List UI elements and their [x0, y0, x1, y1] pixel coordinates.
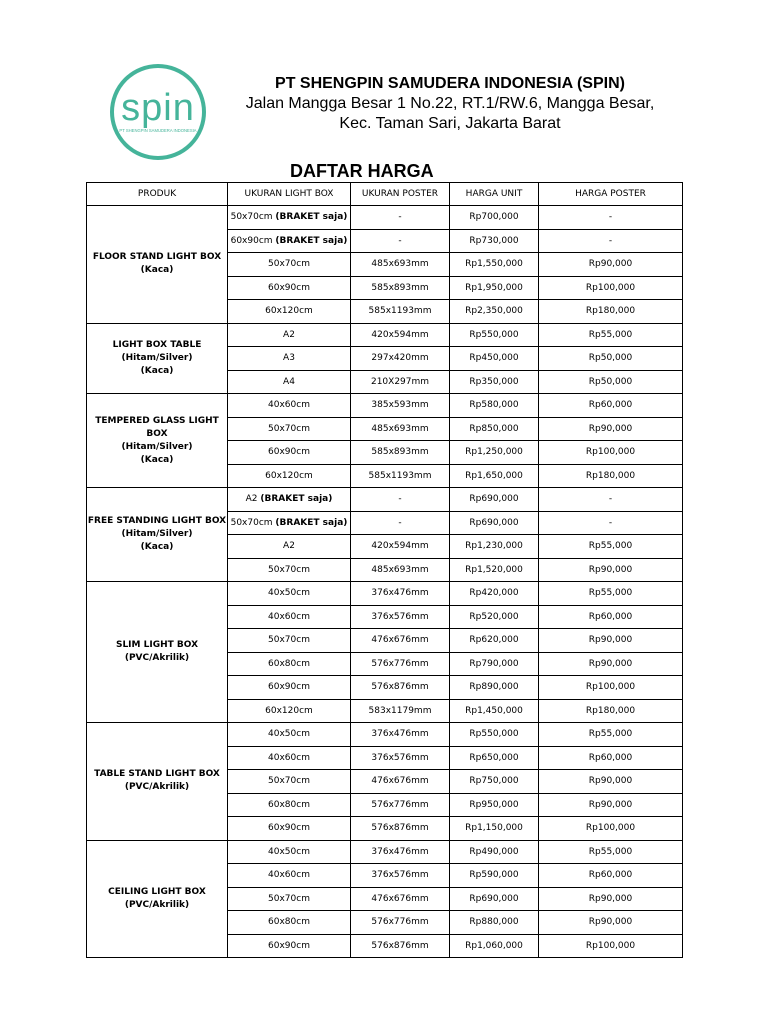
- poster-price-cell: -: [539, 488, 683, 512]
- svg-text:spin: spin: [121, 87, 195, 129]
- page-title: DAFTAR HARGA: [290, 161, 434, 181]
- poster-size-cell: 576x776mm: [351, 652, 450, 676]
- light-box-size: 60x90cm: [268, 940, 310, 951]
- table-row: [87, 488, 683, 512]
- company-address-line1: Jalan Mangga Besar 1 No.22, RT.1/RW.6, Mangga Besar,: [245, 95, 655, 112]
- product-name: TEMPERED GLASS LIGHT BOX: [95, 415, 219, 439]
- unit-price-cell: Rp850,000: [450, 417, 539, 441]
- poster-size-cell: 420x594mm: [351, 535, 450, 559]
- light-box-size: 60x90cm: [268, 447, 310, 458]
- light-box-size: 40x60cm: [268, 611, 310, 622]
- poster-size-cell: 585x893mm: [351, 441, 450, 465]
- unit-price-cell: Rp420,000: [450, 582, 539, 606]
- product-cell: [87, 582, 228, 723]
- poster-price-cell: Rp100,000: [539, 676, 683, 700]
- table-body: [87, 206, 683, 958]
- poster-size-cell: 576x876mm: [351, 817, 450, 841]
- light-box-size: 40x60cm: [268, 400, 310, 411]
- poster-size-cell: 485x693mm: [351, 253, 450, 277]
- light-box-size: 50x70cm: [268, 776, 310, 787]
- light-box-size-cell: [228, 488, 351, 512]
- light-box-size-cell: [228, 676, 351, 700]
- poster-size-cell: 376x576mm: [351, 605, 450, 629]
- light-box-size-cell: [228, 887, 351, 911]
- light-box-size: 50x70cm: [268, 423, 310, 434]
- product-name: TABLE STAND LIGHT BOX: [94, 769, 220, 780]
- bracket-note: (BRAKET saja): [275, 517, 348, 528]
- light-box-size-cell: [228, 934, 351, 958]
- light-box-size: 50x70cm: [268, 564, 310, 575]
- unit-price-cell: Rp690,000: [450, 887, 539, 911]
- unit-price-cell: Rp550,000: [450, 723, 539, 747]
- light-box-size: 60x120cm: [265, 705, 313, 716]
- poster-price-cell: Rp55,000: [539, 723, 683, 747]
- header-harga-unit: HARGA UNIT: [450, 183, 539, 206]
- light-box-size: 40x50cm: [268, 846, 310, 857]
- poster-price-cell: Rp90,000: [539, 652, 683, 676]
- product-material: (Hitam/Silver) (Kaca): [121, 352, 193, 376]
- unit-price-cell: Rp1,250,000: [450, 441, 539, 465]
- poster-size-cell: -: [351, 229, 450, 253]
- poster-size-cell: 485x693mm: [351, 417, 450, 441]
- light-box-size-cell: [228, 417, 351, 441]
- poster-size-cell: -: [351, 488, 450, 512]
- unit-price-cell: Rp490,000: [450, 840, 539, 864]
- poster-price-cell: -: [539, 511, 683, 535]
- poster-price-cell: Rp90,000: [539, 911, 683, 935]
- light-box-size-cell: [228, 229, 351, 253]
- light-box-size-cell: [228, 629, 351, 653]
- unit-price-cell: Rp520,000: [450, 605, 539, 629]
- bracket-note: (BRAKET saja): [275, 212, 348, 223]
- light-box-size-cell: [228, 347, 351, 371]
- light-box-size-cell: [228, 864, 351, 888]
- poster-price-cell: Rp90,000: [539, 793, 683, 817]
- poster-size-cell: 585x1193mm: [351, 300, 450, 324]
- light-box-size: 60x90cm: [268, 823, 310, 834]
- unit-price-cell: Rp730,000: [450, 229, 539, 253]
- poster-price-cell: Rp90,000: [539, 770, 683, 794]
- poster-price-cell: Rp55,000: [539, 840, 683, 864]
- light-box-size-cell: [228, 770, 351, 794]
- table-row: [87, 582, 683, 606]
- unit-price-cell: Rp580,000: [450, 394, 539, 418]
- poster-price-cell: Rp100,000: [539, 276, 683, 300]
- unit-price-cell: Rp690,000: [450, 488, 539, 512]
- product-material: (Hitam/Silver) (Kaca): [121, 441, 193, 465]
- light-box-size-cell: [228, 582, 351, 606]
- poster-price-cell: Rp60,000: [539, 605, 683, 629]
- light-box-size-cell: [228, 558, 351, 582]
- unit-price-cell: Rp750,000: [450, 770, 539, 794]
- light-box-size: 40x60cm: [268, 870, 310, 881]
- light-box-size-cell: [228, 699, 351, 723]
- poster-size-cell: 420x594mm: [351, 323, 450, 347]
- poster-price-cell: Rp55,000: [539, 323, 683, 347]
- unit-price-cell: Rp790,000: [450, 652, 539, 676]
- poster-size-cell: 476x676mm: [351, 770, 450, 794]
- spin-logo-icon: [106, 64, 210, 160]
- poster-size-cell: 576x876mm: [351, 676, 450, 700]
- light-box-size-cell: [228, 723, 351, 747]
- unit-price-cell: Rp1,450,000: [450, 699, 539, 723]
- product-material: (Hitam/Silver) (Kaca): [121, 529, 193, 552]
- poster-size-cell: 376x576mm: [351, 864, 450, 888]
- price-table: [86, 182, 683, 958]
- poster-size-cell: 485x693mm: [351, 558, 450, 582]
- light-box-size: 60x90cm: [268, 282, 310, 293]
- light-box-size: 60x120cm: [265, 306, 313, 317]
- light-box-size: 40x60cm: [268, 752, 310, 763]
- table-header-row: [87, 183, 683, 206]
- unit-price-cell: Rp1,950,000: [450, 276, 539, 300]
- light-box-size-cell: [228, 911, 351, 935]
- light-box-size-cell: [228, 253, 351, 277]
- poster-price-cell: Rp90,000: [539, 629, 683, 653]
- poster-size-cell: 476x676mm: [351, 629, 450, 653]
- light-box-size-cell: [228, 817, 351, 841]
- product-material: (PVC/Akrilik): [124, 899, 190, 910]
- bracket-note: (BRAKET saja): [275, 235, 348, 246]
- svg-text:PT SHENGPIN SAMUDERA INDONESIA: PT SHENGPIN SAMUDERA INDONESIA: [119, 128, 197, 133]
- poster-price-cell: -: [539, 229, 683, 253]
- light-box-size: 40x50cm: [268, 588, 310, 599]
- poster-price-cell: Rp50,000: [539, 347, 683, 371]
- poster-size-cell: 585x893mm: [351, 276, 450, 300]
- company-address-line2: Kec. Taman Sari, Jakarta Barat: [339, 115, 561, 132]
- unit-price-cell: Rp1,520,000: [450, 558, 539, 582]
- light-box-size: 60x80cm: [268, 799, 310, 810]
- poster-price-cell: Rp100,000: [539, 817, 683, 841]
- header-harga-poster: HARGA POSTER: [539, 183, 683, 206]
- product-cell: [87, 323, 228, 394]
- light-box-size: A3: [283, 353, 295, 364]
- product-cell: [87, 394, 228, 488]
- unit-price-cell: Rp620,000: [450, 629, 539, 653]
- product-name: LIGHT BOX TABLE: [112, 339, 202, 350]
- light-box-size-cell: [228, 746, 351, 770]
- unit-price-cell: Rp550,000: [450, 323, 539, 347]
- light-box-size: 60x90cm: [230, 235, 273, 246]
- unit-price-cell: Rp2,350,000: [450, 300, 539, 324]
- unit-price-cell: Rp1,230,000: [450, 535, 539, 559]
- light-box-size-cell: [228, 276, 351, 300]
- light-box-size: 60x120cm: [265, 470, 313, 481]
- poster-price-cell: Rp100,000: [539, 441, 683, 465]
- poster-price-cell: Rp180,000: [539, 464, 683, 488]
- poster-size-cell: 376x476mm: [351, 582, 450, 606]
- product-name: CEILING LIGHT BOX: [108, 886, 206, 897]
- poster-price-cell: Rp180,000: [539, 300, 683, 324]
- unit-price-cell: Rp590,000: [450, 864, 539, 888]
- unit-price-cell: Rp1,060,000: [450, 934, 539, 958]
- light-box-size-cell: [228, 535, 351, 559]
- poster-price-cell: Rp60,000: [539, 864, 683, 888]
- product-name: SLIM LIGHT BOX: [115, 640, 199, 650]
- light-box-size-cell: [228, 652, 351, 676]
- light-box-size-cell: [228, 206, 351, 230]
- light-box-size: 60x90cm: [268, 682, 310, 693]
- table-row: [87, 840, 683, 864]
- poster-price-cell: Rp180,000: [539, 699, 683, 723]
- poster-size-cell: 576x876mm: [351, 934, 450, 958]
- light-box-size: 60x80cm: [268, 658, 310, 669]
- company-name: PT SHENGPIN SAMUDERA INDONESIA (SPIN): [275, 75, 625, 92]
- product-material: (Kaca): [140, 265, 174, 276]
- poster-size-cell: 385x593mm: [351, 394, 450, 418]
- poster-price-cell: Rp60,000: [539, 746, 683, 770]
- poster-size-cell: 297x420mm: [351, 347, 450, 371]
- poster-price-cell: Rp90,000: [539, 253, 683, 277]
- poster-size-cell: 376x476mm: [351, 723, 450, 747]
- poster-price-cell: Rp50,000: [539, 370, 683, 394]
- unit-price-cell: Rp950,000: [450, 793, 539, 817]
- company-logo: [106, 64, 210, 160]
- poster-size-cell: 576x776mm: [351, 793, 450, 817]
- unit-price-cell: Rp450,000: [450, 347, 539, 371]
- product-cell: [87, 488, 228, 582]
- light-box-size-cell: [228, 793, 351, 817]
- poster-price-cell: Rp90,000: [539, 558, 683, 582]
- poster-price-cell: Rp100,000: [539, 934, 683, 958]
- light-box-size: 50x70cm: [268, 635, 310, 646]
- light-box-size-cell: [228, 323, 351, 347]
- header-ukuran-light-box: UKURAN LIGHT BOX: [228, 183, 351, 206]
- light-box-size: 50x70cm: [230, 517, 273, 528]
- unit-price-cell: Rp700,000: [450, 206, 539, 230]
- light-box-size-cell: [228, 370, 351, 394]
- table-row: [87, 206, 683, 230]
- light-box-size-cell: [228, 464, 351, 488]
- product-cell: [87, 206, 228, 324]
- poster-size-cell: 476x676mm: [351, 887, 450, 911]
- unit-price-cell: Rp690,000: [450, 511, 539, 535]
- company-header: [226, 74, 674, 134]
- poster-size-cell: -: [351, 511, 450, 535]
- product-cell: [87, 723, 228, 841]
- poster-size-cell: 210X297mm: [351, 370, 450, 394]
- light-box-size-cell: [228, 394, 351, 418]
- poster-price-cell: Rp90,000: [539, 887, 683, 911]
- light-box-size-cell: [228, 441, 351, 465]
- unit-price-cell: Rp350,000: [450, 370, 539, 394]
- light-box-size-cell: [228, 511, 351, 535]
- poster-size-cell: 576x776mm: [351, 911, 450, 935]
- product-cell: [87, 840, 228, 958]
- unit-price-cell: Rp650,000: [450, 746, 539, 770]
- bracket-note: (BRAKET saja): [260, 494, 333, 505]
- product-name: FLOOR STAND LIGHT BOX: [92, 252, 222, 263]
- table-row: [87, 323, 683, 347]
- poster-price-cell: Rp55,000: [539, 582, 683, 606]
- header-ukuran-poster: UKURAN POSTER: [351, 183, 450, 206]
- light-box-size-cell: [228, 840, 351, 864]
- table-row: [87, 394, 683, 418]
- unit-price-cell: Rp890,000: [450, 676, 539, 700]
- unit-price-cell: Rp1,150,000: [450, 817, 539, 841]
- poster-size-cell: 583x1179mm: [351, 699, 450, 723]
- header-produk: PRODUK: [87, 183, 228, 206]
- product-name: FREE STANDING LIGHT BOX: [87, 516, 227, 526]
- poster-size-cell: 376x476mm: [351, 840, 450, 864]
- poster-size-cell: 376x576mm: [351, 746, 450, 770]
- light-box-size-cell: [228, 605, 351, 629]
- light-box-size-cell: [228, 300, 351, 324]
- light-box-size: 50x70cm: [230, 212, 273, 223]
- poster-price-cell: Rp90,000: [539, 417, 683, 441]
- light-box-size: 60x80cm: [268, 917, 310, 928]
- poster-price-cell: -: [539, 206, 683, 230]
- light-box-size: A2: [283, 329, 295, 340]
- light-box-size: A2: [283, 541, 295, 552]
- poster-price-cell: Rp60,000: [539, 394, 683, 418]
- unit-price-cell: Rp1,550,000: [450, 253, 539, 277]
- light-box-size: 40x50cm: [268, 729, 310, 740]
- unit-price-cell: Rp1,650,000: [450, 464, 539, 488]
- light-box-size: 50x70cm: [268, 259, 310, 270]
- poster-size-cell: -: [351, 206, 450, 230]
- light-box-size: A2: [245, 494, 258, 505]
- product-material: (PVC/Akrilik): [124, 782, 190, 793]
- poster-price-cell: Rp55,000: [539, 535, 683, 559]
- light-box-size: A4: [283, 376, 295, 387]
- unit-price-cell: Rp880,000: [450, 911, 539, 935]
- product-material: (PVC/Akrilik): [124, 653, 190, 663]
- poster-size-cell: 585x1193mm: [351, 464, 450, 488]
- table-row: [87, 723, 683, 747]
- light-box-size: 50x70cm: [268, 893, 310, 904]
